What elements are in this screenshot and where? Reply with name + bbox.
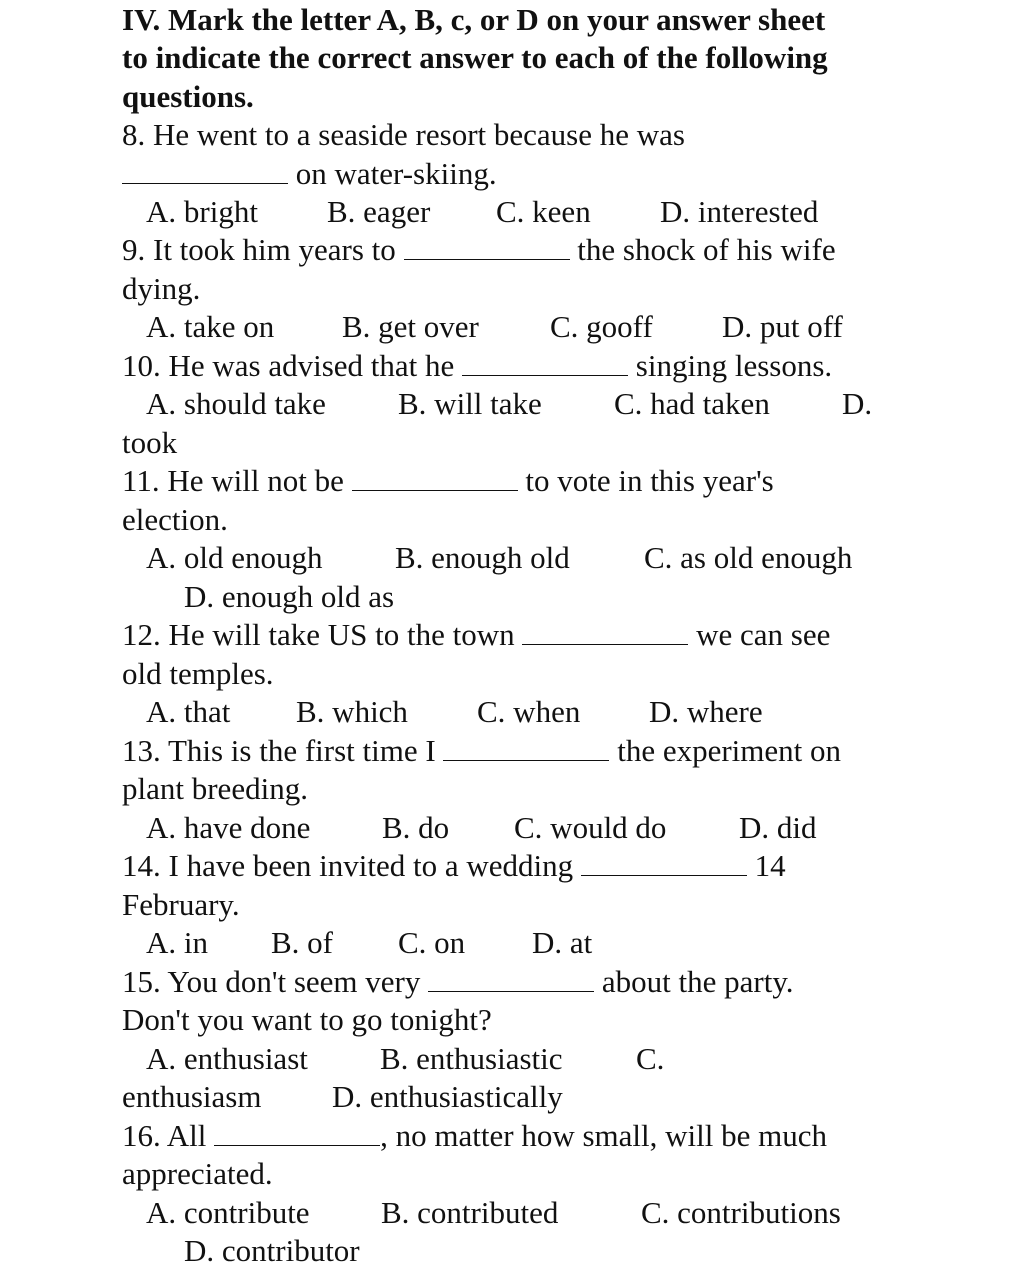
q15-options-cont	[122, 1078, 912, 1116]
q14-blank	[581, 851, 747, 876]
q16-option-c[interactable]: C. contributions	[641, 1195, 841, 1230]
q12-option-a[interactable]: A. that	[146, 694, 231, 729]
q12-option-c[interactable]: C. when	[477, 694, 581, 729]
q10-stem-tail: singing lessons.	[635, 348, 833, 383]
q15-option-c-text[interactable]: enthusiasm	[122, 1079, 262, 1114]
q11-option-d[interactable]: D. enough old as	[184, 579, 395, 614]
q14-option-b[interactable]: B. of	[271, 925, 333, 960]
section-heading-line-2: to indicate the correct answer to each of the following	[122, 40, 828, 75]
q11-option-a[interactable]: A. old enough	[146, 540, 323, 575]
q11-stem-head: 11. He will not be	[122, 463, 344, 498]
q8-option-a[interactable]: A. bright	[146, 194, 258, 229]
q13-option-d[interactable]: D. did	[739, 810, 817, 845]
q15-option-c[interactable]: C.	[636, 1041, 665, 1076]
q9-stem-head: 9. It took him years to	[122, 232, 396, 267]
q12-options	[122, 693, 912, 731]
q10-option-c[interactable]: C. had taken	[614, 386, 770, 421]
q8-stem-tail: on water-skiing.	[295, 156, 497, 191]
q16-stem-tail: , no matter how small, will be much	[380, 1118, 827, 1153]
q15-options	[122, 1040, 912, 1078]
q11-stem-cont: election.	[122, 502, 228, 537]
q13-stem-tail: the experiment on	[617, 733, 842, 768]
q15-option-b[interactable]: B. enthusiastic	[380, 1041, 563, 1076]
section-heading-line-1: IV. Mark the letter A, B, c, or D on your answer sheet	[122, 2, 826, 37]
q12-stem-tail: we can see	[696, 617, 831, 652]
q15-stem	[122, 963, 794, 1001]
q15-stem-head: 15. You don't seem very	[122, 964, 421, 999]
q11-option-b[interactable]: B. enough old	[395, 540, 570, 575]
q15-blank	[428, 967, 594, 992]
q14-option-c[interactable]: C. on	[398, 925, 466, 960]
section-heading-line-3: questions.	[122, 79, 254, 114]
q13-option-a[interactable]: A. have done	[146, 810, 311, 845]
q11-stem-tail: to vote in this year's	[525, 463, 774, 498]
q9-option-a[interactable]: A. take on	[146, 309, 275, 344]
q12-blank	[522, 620, 688, 645]
q16-option-a[interactable]: A. contribute	[146, 1195, 310, 1230]
q14-stem	[122, 847, 786, 885]
q16-blank	[214, 1121, 380, 1146]
q16-stem-head: 16. All	[122, 1118, 207, 1153]
q10-stem	[122, 347, 832, 385]
q13-option-c[interactable]: C. would do	[514, 810, 667, 845]
q10-option-a[interactable]: A. should take	[146, 386, 326, 421]
q14-option-d[interactable]: D. at	[532, 925, 593, 960]
q12-stem-cont: old temples.	[122, 656, 274, 691]
q16-stem	[122, 1117, 827, 1155]
q11-blank	[352, 466, 518, 491]
q15-stem-tail: about the party.	[601, 964, 794, 999]
q9-option-c[interactable]: C. gooff	[550, 309, 653, 344]
q8-option-d[interactable]: D. interested	[660, 194, 819, 229]
q9-stem-cont: dying.	[122, 271, 201, 306]
q13-stem	[122, 732, 841, 770]
q9-option-d[interactable]: D. put off	[722, 309, 843, 344]
q14-stem-tail: 14	[754, 848, 786, 883]
q8-option-c[interactable]: C. keen	[496, 194, 591, 229]
q12-stem-head: 12. He will take US to the town	[122, 617, 515, 652]
q14-stem-cont: February.	[122, 887, 240, 922]
q11-option-c[interactable]: C. as old enough	[644, 540, 853, 575]
q13-stem-head: 13. This is the first time I	[122, 733, 436, 768]
q15-stem-cont: Don't you want to go tonight?	[122, 1002, 492, 1037]
q12-stem	[122, 616, 830, 654]
q16-options	[122, 1194, 912, 1232]
q12-option-d[interactable]: D. where	[649, 694, 763, 729]
q13-options	[122, 809, 912, 847]
q9-blank	[404, 235, 570, 260]
q16-stem-cont: appreciated.	[122, 1156, 273, 1191]
q10-blank	[462, 351, 628, 376]
q10-stem-head: 10. He was advised that he	[122, 348, 455, 383]
q16-option-d[interactable]: D. contributor	[184, 1233, 360, 1268]
q10-option-b[interactable]: B. will take	[398, 386, 542, 421]
q9-stem	[122, 231, 836, 269]
q8-stem: 8. He went to a seaside resort because he was	[122, 117, 685, 152]
q14-option-a[interactable]: A. in	[146, 925, 208, 960]
q10-option-d-text[interactable]: took	[122, 425, 178, 460]
q10-options	[122, 385, 912, 423]
q13-option-b[interactable]: B. do	[382, 810, 450, 845]
q15-option-a[interactable]: A. enthusiast	[146, 1041, 308, 1076]
q12-option-b[interactable]: B. which	[296, 694, 408, 729]
q8-option-b[interactable]: B. eager	[327, 194, 431, 229]
q10-option-d[interactable]: D.	[842, 386, 873, 421]
q8-blank	[122, 159, 288, 184]
q13-stem-cont: plant breeding.	[122, 771, 308, 806]
q14-options	[122, 924, 912, 962]
q8-options	[122, 193, 912, 231]
q14-stem-head: 14. I have been invited to a wedding	[122, 848, 574, 883]
q8-stem-cont	[122, 155, 497, 193]
q9-option-b[interactable]: B. get over	[342, 309, 479, 344]
q15-option-d[interactable]: D. enthusiastically	[332, 1079, 563, 1114]
q9-stem-tail: the shock of his wife	[577, 232, 836, 267]
q16-option-b[interactable]: B. contributed	[381, 1195, 559, 1230]
q11-stem	[122, 462, 774, 500]
q11-options	[122, 539, 912, 577]
q13-blank	[443, 736, 609, 761]
q9-options	[122, 308, 912, 346]
